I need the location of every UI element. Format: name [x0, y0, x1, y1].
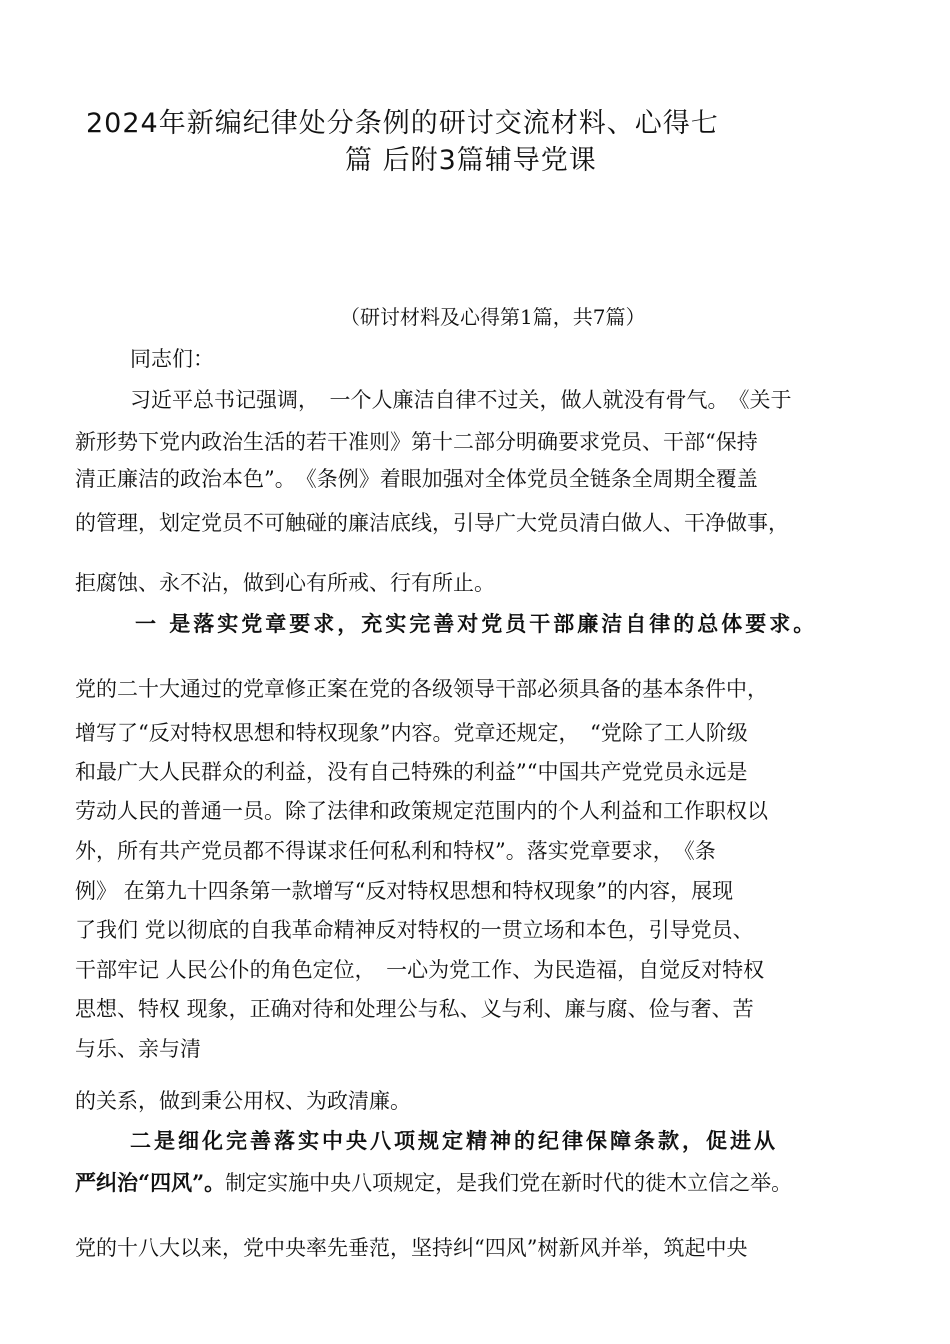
para1-line: 清正廉洁的政治本色”。 《条例》着眼加强对全体党员全链条全周期全覆盖 — [75, 467, 758, 491]
para2-line: 党的二十大通过的党章修正案在党的各级领导干部必须具备的基本条件中， — [75, 677, 768, 701]
para1-line: 的管理，划定党员不可触碰的廉洁底线，引导广大党员清白做人、干净做事， — [75, 511, 789, 535]
para2-line: 与乐、亲与清 — [75, 1037, 201, 1061]
document-subtitle: （研讨材料及心得第1篇，共7篇） — [340, 305, 646, 329]
para2-line: 的关系，做到秉公用权、为政清廉。 — [75, 1089, 411, 1113]
section-heading-2: 二是细化完善落实中央八项规定精神的纪律保障条款，促进从 — [130, 1128, 778, 1153]
para2-line: 了我们 党以彻底的自我革命精神反对特权的一贯立场和本色，引导党员、 — [75, 918, 754, 942]
para3-line: 党的十八大以来，党中央率先垂范，坚持纠“四风”树新风并举，筑起中央 — [75, 1236, 748, 1260]
section-heading-2-body: 制定实施中央八项规定，是我们党在新时代的徙木立信之举。 — [225, 1171, 793, 1195]
para2-line: 干部牢记 人民公仆的角色定位， 一心为党工作、为民造福，自觉反对特权 — [75, 958, 765, 982]
section-heading-1: 一 是落实党章要求，充实完善对党员干部廉洁自律的总体要求。 — [135, 611, 818, 636]
greeting: 同志们： — [130, 347, 214, 371]
para1-line: 拒腐蚀、永不沾，做到心有所戒、行有所止。 — [75, 571, 495, 595]
para1-line: 习近平总书记强调， 一个人廉洁自律不过关，做人就没有骨气。 《关于 — [130, 388, 792, 412]
para2-line: 外，所有共产党员都不得谋求任何私利和特权”。落实党章要求， 《条 — [75, 839, 716, 863]
document-title-line-2: 篇 后附3篇辅导党课 — [345, 145, 597, 176]
section-heading-2-continuation — [75, 1168, 792, 1198]
section-heading-2-bold-tail: 严纠治“四风”。 — [75, 1170, 226, 1195]
para2-line: 劳动人民的普通一员。除了法律和政策规定范围内的个人利益和工作职权以 — [75, 799, 768, 823]
document-title-line-1: 2024年新编纪律处分条例的研讨交流材料、心得七 — [86, 108, 719, 139]
para2-line: 思想、特权 现象，正确对待和处理公与私、义与利、廉与腐、俭与奢、苦 — [75, 997, 754, 1021]
para2-line: 例》 在第九十四条第一款增写“反对特权思想和特权现象”的内容，展现 — [75, 879, 734, 903]
para1-line: 新形势下党内政治生活的若干准则》第十二部分明确要求党员、干部“保持 — [75, 430, 758, 454]
para2-line: 和最广大人民群众的利益，没有自己特殊的利益”“中国共产党党员永远是 — [75, 760, 748, 784]
para2-line: 增写了“反对特权思想和特权现象”内容。党章还规定， “党除了工人阶级 — [75, 721, 748, 745]
